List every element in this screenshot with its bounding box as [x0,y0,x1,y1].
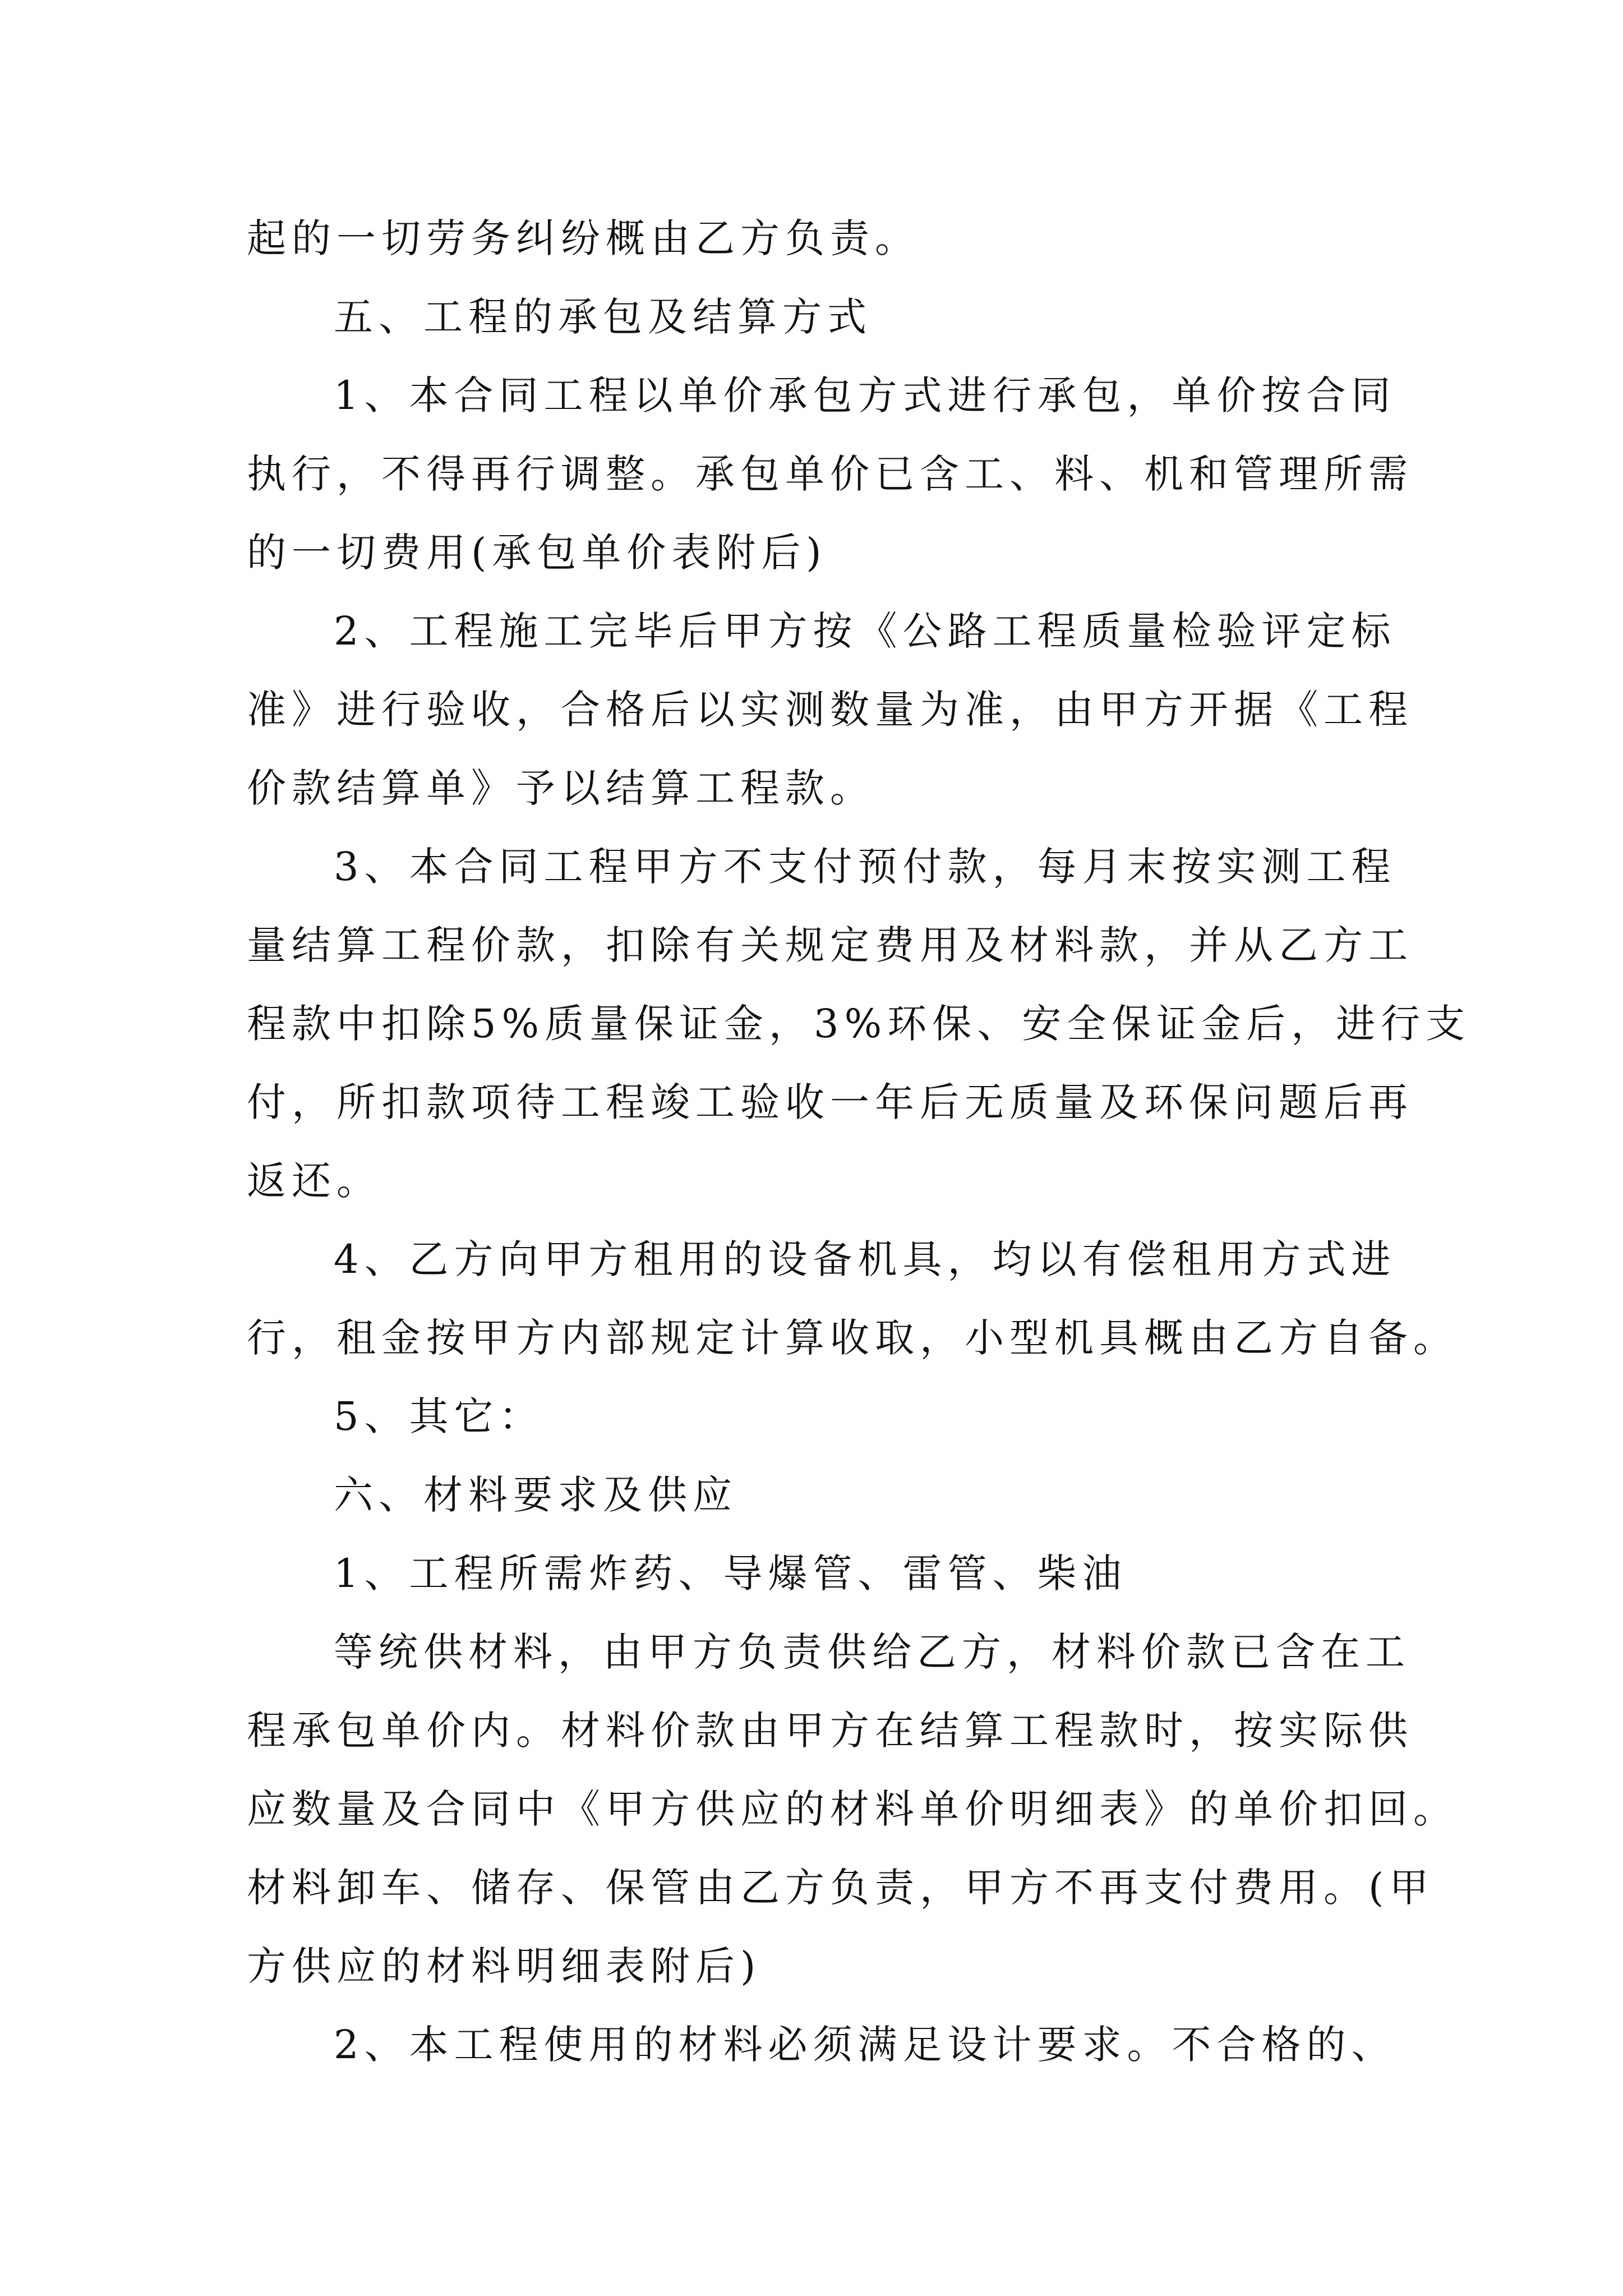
text-line: 付，所扣款项待工程竣工验收一年后无质量及环保问题后再 [247,1079,1413,1125]
text-line: 4、乙方向甲方租用的设备机具，均以有偿租用方式进 [334,1236,1396,1282]
text-line: 5、其它： [334,1393,544,1439]
text-line: 起的一切劳务纠纷概由乙方负责。 [247,215,920,261]
text-line: 2、本工程使用的材料必须满足设计要求。不合格的、 [334,2022,1396,2068]
text-line: 返还。 [247,1158,381,1204]
text-line: 准》进行验收，合格后以实测数量为准，由甲方开据《工程 [247,687,1413,733]
contract-text [247,199,1471,2084]
text-line: 材料卸车、储存、保管由乙方负责，甲方不再支付费用。(甲 [247,1865,1435,1911]
text-line: 执行，不得再行调整。承包单价已含工、料、机和管理所需 [247,451,1413,497]
section-heading-6: 六、材料要求及供应 [334,1472,737,1518]
text-line: 的一切费用(承包单价表附后) [247,530,827,576]
text-line: 量结算工程价款，扣除有关规定费用及材料款，并从乙方工 [247,922,1413,968]
text-line: 程承包单价内。材料价款由甲方在结算工程款时，按实际供 [247,1708,1413,1754]
text-line: 1、本合同工程以单价承包方式进行承包，单价按合同 [334,372,1396,418]
text-line: 行，租金按甲方内部规定计算收取，小型机具概由乙方自备。 [247,1315,1458,1361]
text-line: 等统供材料，由甲方负责供给乙方，材料价款已含在工 [334,1629,1410,1675]
text-line: 程款中扣除5%质量保证金，3%环保、安全保证金后，进行支 [247,1001,1471,1047]
text-line: 2、工程施工完毕后甲方按《公路工程质量检验评定标 [334,608,1396,654]
text-line: 应数量及合同中《甲方供应的材料单价明细表》的单价扣回。 [247,1786,1458,1832]
text-line: 3、本合同工程甲方不支付预付款，每月末按实测工程 [334,844,1396,890]
text-line: 价款结算单》予以结算工程款。 [247,765,875,811]
text-line: 方供应的材料明细表附后) [247,1943,762,1989]
section-heading-5: 五、工程的承包及结算方式 [334,294,872,340]
text-line: 1、工程所需炸药、导爆管、雷管、柴油 [334,1550,1127,1596]
